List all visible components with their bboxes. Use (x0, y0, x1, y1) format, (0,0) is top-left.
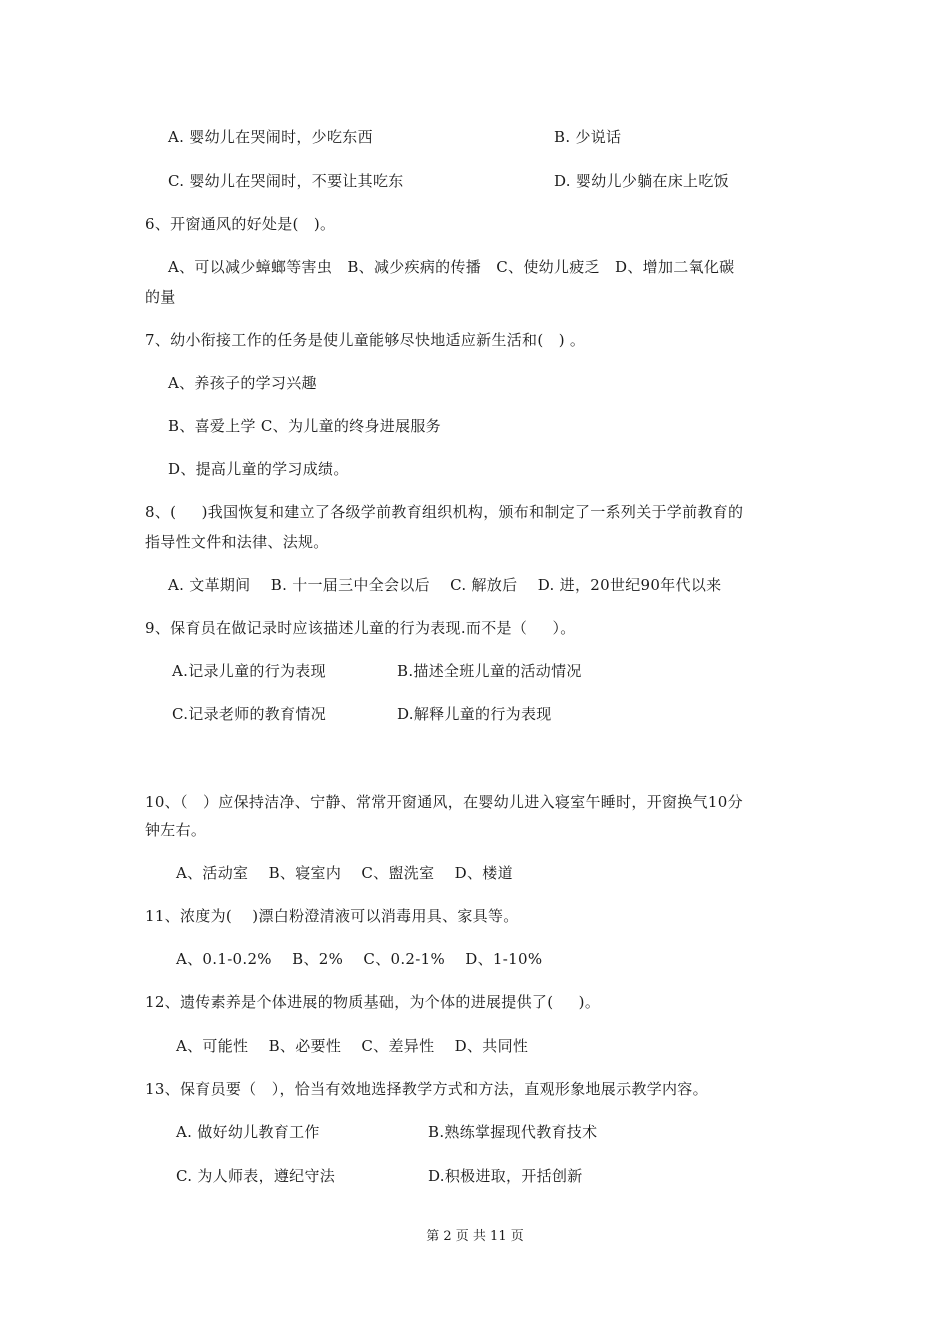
q11-stem: 11、浓度为( )漂白粉澄清液可以消毒用具、家具等。 (145, 907, 519, 925)
q12-stem: 12、遗传素养是个体进展的物质基础，为个体的进展提供了( )。 (145, 993, 601, 1011)
q9-option-b: B.描述全班儿童的活动情况 (397, 662, 582, 680)
q7-option-bc: B、喜爱上学 C、为儿童的终身进展服务 (168, 417, 441, 435)
q13-stem: 13、保育员要（ ），恰当有效地选择教学方式和方法，直观形象地展示教学内容。 (145, 1080, 708, 1098)
q8-stem-cont: 指导性文件和法律、法规。 (145, 533, 329, 551)
q8-stem: 8、( )我国恢复和建立了各级学前教育组织机构，颁布和制定了一系列关于学前教育的 (145, 503, 744, 521)
q7-option-d: D、提高儿童的学习成绩。 (168, 460, 349, 478)
q5-option-c: C. 婴幼儿在哭闹时，不要让其吃东 (168, 172, 404, 190)
q13-option-c: C. 为人师表，遵纪守法 (176, 1167, 336, 1185)
q5-option-b: B. 少说话 (554, 128, 622, 146)
q13-option-d: D.积极进取，开括创新 (428, 1167, 583, 1185)
q10-stem: 10、（ ）应保持洁净、宁静、常常开窗通风，在婴幼儿进入寝室午睡时，开窗换气10分 (145, 793, 743, 811)
q13-option-a: A. 做好幼儿教育工作 (176, 1123, 320, 1141)
q9-stem: 9、保育员在做记录时应该描述儿童的行为表现.而不是（ ）。 (145, 619, 576, 637)
q7-stem: 7、幼小衔接工作的任务是使儿童能够尽快地适应新生活和( ) 。 (145, 331, 586, 349)
q6-stem: 6、开窗通风的好处是( )。 (145, 215, 336, 233)
q10-stem-cont: 钟左右。 (145, 821, 207, 839)
q8-options: A. 文革期间 B. 十一届三中全会以后 C. 解放后 D. 进，20世纪90年代以来 (168, 576, 722, 594)
q9-option-d: D.解释儿童的行为表现 (397, 705, 552, 723)
q13-option-b: B.熟练掌握现代教育技术 (428, 1123, 598, 1141)
q12-options: A、可能性 B、必要性 C、差异性 D、共同性 (176, 1037, 529, 1055)
q9-option-c: C.记录老师的教育情况 (172, 705, 327, 723)
q6-options-cont: 的量 (145, 288, 176, 306)
q7-option-a: A、养孩子的学习兴趣 (168, 374, 317, 392)
page-footer: 第 2 页 共 11 页 (426, 1229, 524, 1244)
q11-options: A、0.1-0.2% B、2% C、0.2-1% D、1-10% (176, 950, 543, 968)
q9-option-a: A.记录儿童的行为表现 (172, 662, 326, 680)
q5-option-d: D. 婴幼儿少躺在床上吃饭 (554, 172, 729, 190)
q6-options: A、可以减少蟑螂等害虫 B、减少疾病的传播 C、使幼儿疲乏 D、增加二氧化碳 (168, 258, 735, 276)
q10-options: A、活动室 B、寝室内 C、盥洗室 D、楼道 (176, 864, 513, 882)
q5-option-a: A. 婴幼儿在哭闹时，少吃东西 (168, 128, 373, 146)
